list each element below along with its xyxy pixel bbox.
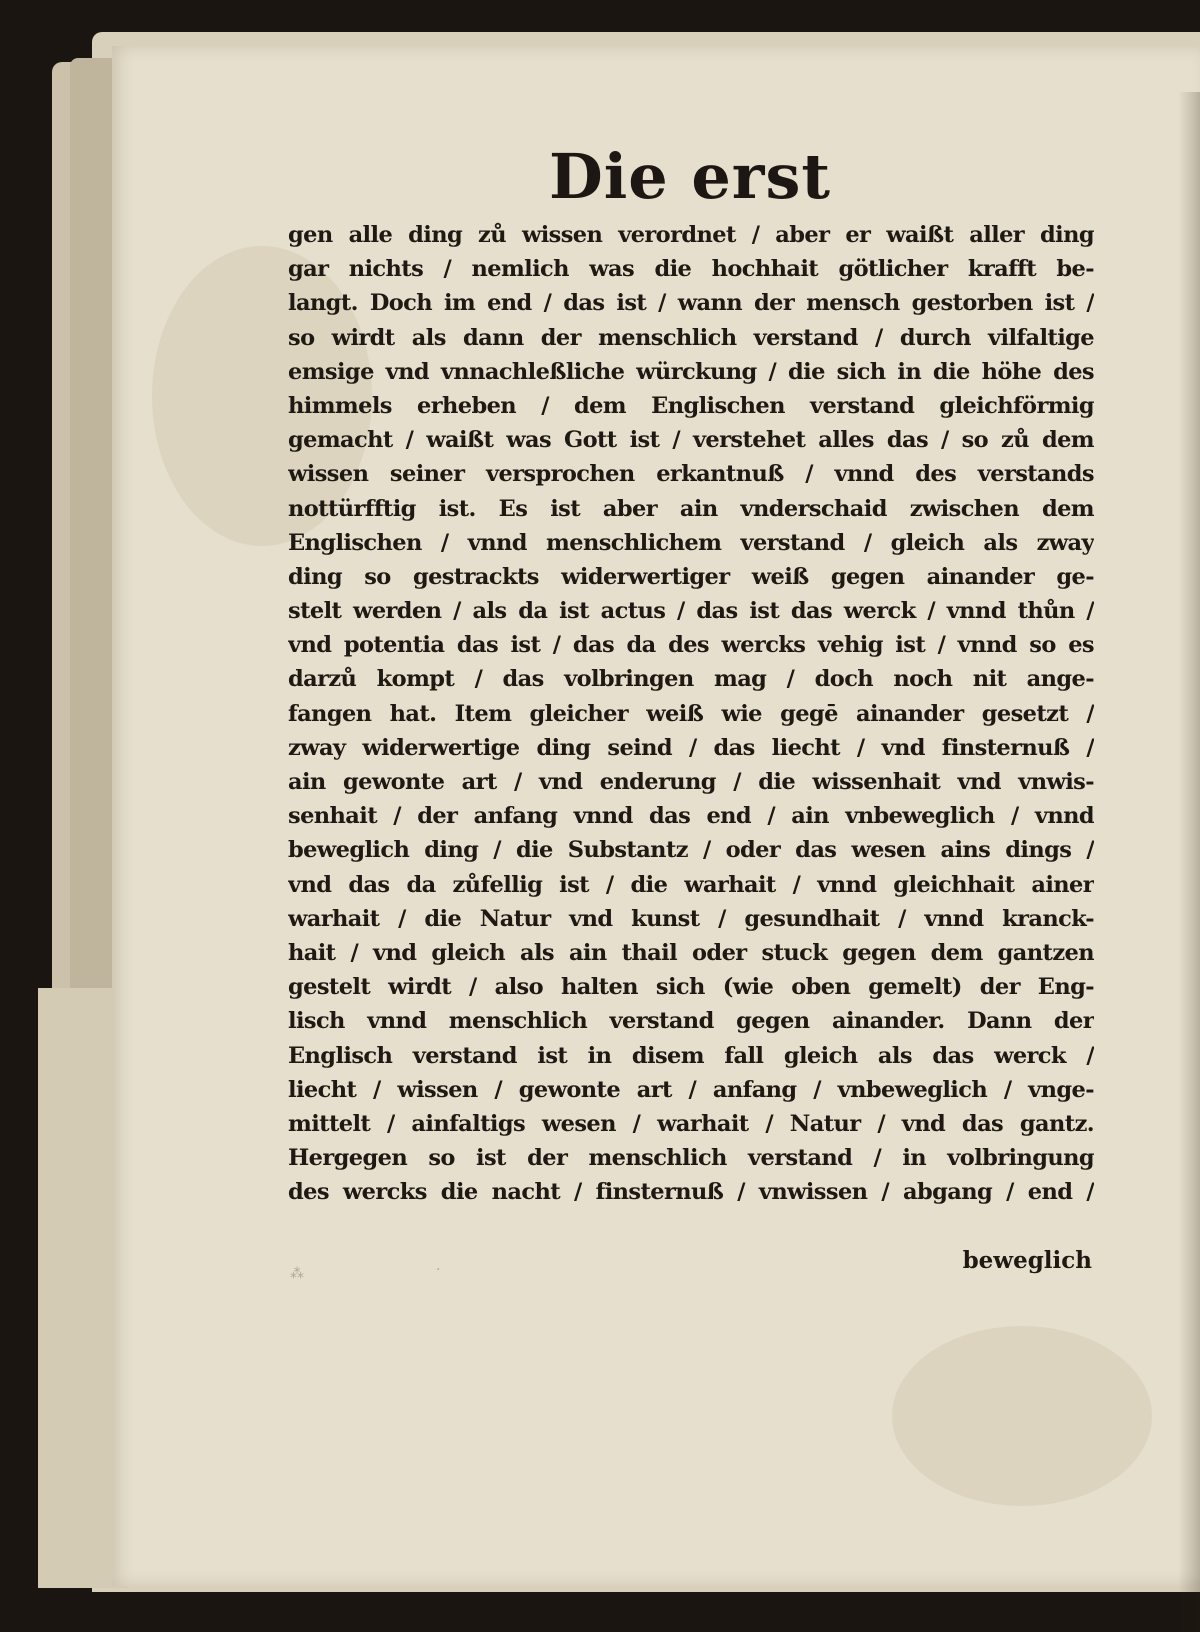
text-line: zway widerwertige ding seind / das liecht / vnd finsternuß / — [288, 734, 1094, 761]
text-line: stelt werden / als da ist actus / das ist das werck / vnnd thůn / — [288, 598, 1094, 625]
text-line: so wirdt als dann der menschlich verstand / durch vilfaltige — [288, 324, 1094, 351]
running-head: Die erst — [548, 140, 831, 213]
text-line: Englischen / vnnd menschlichem verstand / gleich als zway — [288, 529, 1094, 556]
catchword: beweglich — [962, 1247, 1092, 1274]
text-line: nottürfftig ist. Es ist aber ain vnderschaid zwischen dem — [288, 495, 1094, 522]
text-line: emsige vnd vnnachleßliche würckung / die sich in die höhe des — [288, 358, 1094, 385]
text-line: fangen hat. Item gleicher weiß wie gegē ainander gesetzt / — [288, 700, 1094, 727]
gutter-shadow — [1178, 92, 1200, 1632]
text-line: gar nichts / nemlich was die hochhait götlicher krafft be- — [288, 256, 1094, 283]
text-line: wissen seiner versprochen erkantnuß / vnnd des verstands — [288, 461, 1094, 488]
text-line: beweglich ding / die Substantz / oder das wesen ains dings / — [288, 837, 1094, 864]
text-line: vnd potentia das ist / das da des wercks vehig ist / vnnd so es — [288, 632, 1094, 659]
text-line: liecht / wissen / gewonte art / anfang / vnbeweglich / vnge- — [288, 1076, 1094, 1103]
text-line: Hergegen so ist der menschlich verstand / in volbringung — [288, 1145, 1094, 1172]
text-line: mittelt / ainfaltigs wesen / warhait / Natur / vnd das gantz. — [288, 1110, 1094, 1137]
text-line: gen alle ding zů wissen verordnet / aber er waißt aller ding — [288, 222, 1094, 248]
text-line: gestelt wirdt / also halten sich (wie oben gemelt) der Eng- — [288, 974, 1094, 1001]
body-text — [288, 218, 1094, 1209]
text-line: darzů kompt / das volbringen mag / doch noch nit ange- — [288, 666, 1094, 693]
text-line: hait / vnd gleich als ain thail oder stuck gegen dem gantzen — [288, 939, 1094, 966]
text-line: warhait / die Natur vnd kunst / gesundhait / vnnd kranck- — [288, 905, 1094, 932]
text-line: Englisch verstand ist in disem fall gleich als das werck / — [288, 1042, 1094, 1069]
text-line: senhait / der anfang vnnd das end / ain vnbeweglich / vnnd — [288, 803, 1094, 830]
faint-bleed-mark: · — [436, 1262, 441, 1278]
text-line: gemacht / waißt was Gott ist / verstehet alles das / so zů dem — [288, 427, 1094, 454]
text-line: himmels erheben / dem Englischen verstand gleichförmig — [288, 392, 1094, 419]
text-line: ain gewonte art / vnd enderung / die wissenhait vnd vnwis- — [288, 769, 1094, 795]
paper-stain — [892, 1326, 1152, 1506]
text-line: lisch vnnd menschlich verstand gegen ainander. Dann der — [288, 1008, 1094, 1035]
text-line: langt. Doch im end / das ist / wann der mensch gestorben ist / — [288, 290, 1094, 317]
text-line: vnd das da zůfellig ist / die warhait / vnnd gleichhait ainer — [288, 871, 1094, 898]
text-line: ding so gestrackts widerwertiger weiß gegen ainander ge- — [288, 563, 1094, 590]
faint-bleed-mark: ⁂ — [290, 1266, 304, 1282]
text-line: des wercks die nacht / finsternuß / vnwissen / abgang / end / — [288, 1179, 1094, 1206]
